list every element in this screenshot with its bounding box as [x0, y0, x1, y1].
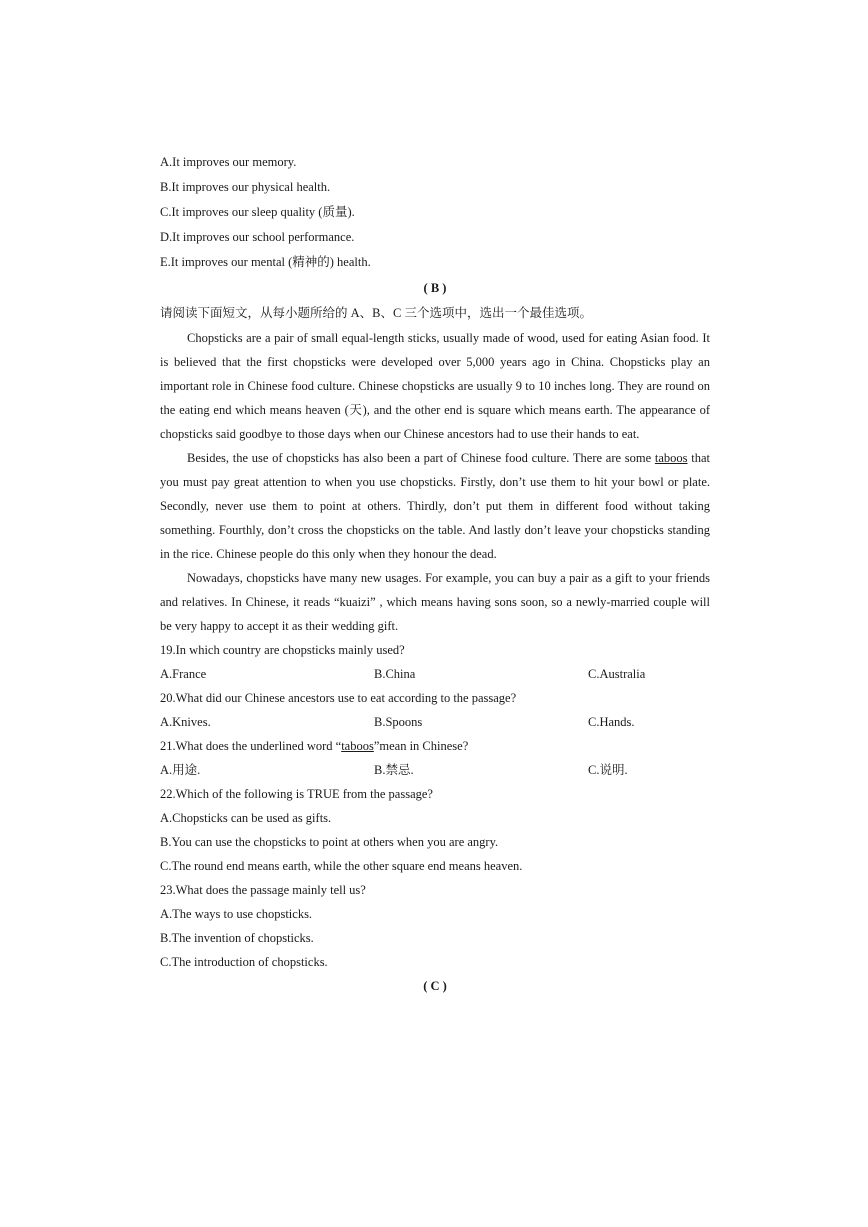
q19-choice-c: C.Australia — [588, 667, 646, 681]
section-b-heading: ( B ) — [423, 281, 447, 295]
q19-choice-b: B.China — [374, 667, 416, 681]
question-21-options — [160, 758, 710, 782]
underlined-word-taboos: taboos — [654, 451, 688, 465]
q23-choice-c: C.The introduction of chopsticks. — [160, 955, 328, 969]
question-20: 20.What did our Chinese ancestors use to eat according to the passage? — [160, 691, 517, 705]
question-23: 23.What does the passage mainly tell us? — [160, 883, 366, 897]
q21-text-start: 21.What does the underlined word “ — [160, 739, 342, 753]
question-21 — [160, 734, 710, 758]
option-c: C.It improves our sleep quality (质量). — [160, 205, 355, 219]
q21-choice-a: A.用途. — [160, 763, 201, 777]
paragraph-2-end: that you must pay great attention to when you use chopsticks. Firstly, don’t use them to hit your bowl or plate. Secondly, never use them to point at others. Thirdly, don’t put them in different food without taking something. Fourthly, don’t cross the chopsticks on the table. And lastly don’t leave your chopsticks standing in the rice. Chinese people do this only when they honour the dead. — [160, 451, 710, 561]
q20-choice-b: B.Spoons — [374, 715, 423, 729]
passage-paragraph-3: Nowadays, chopsticks have many new usages. For example, you can buy a pair as a gift to your friends and relatives. In Chinese, it reads “kuaizi” , which means having sons soon, so a newly-married couple will be very happy to accept it as their wedding gift. — [160, 571, 710, 633]
q19-choice-a: A.France — [160, 667, 207, 681]
q22-choice-b: B.You can use the chopsticks to point at others when you are angry. — [160, 835, 499, 849]
q22-choice-a: A.Chopsticks can be used as gifts. — [160, 811, 332, 825]
q21-choice-b: B.禁忌. — [374, 763, 414, 777]
passage-paragraph-2 — [160, 446, 710, 566]
question-20-options — [160, 710, 710, 734]
q20-choice-a: A.Knives. — [160, 715, 211, 729]
paragraph-2-start: Besides, the use of chopsticks has also been a part of Chinese food culture. There are some — [187, 451, 655, 465]
q21-text-end: ”mean in Chinese? — [373, 739, 469, 753]
question-19-options — [160, 662, 710, 686]
question-19: 19.In which country are chopsticks mainly used? — [160, 643, 405, 657]
option-e: E.It improves our mental (精神的) health. — [160, 255, 371, 269]
option-a: A.It improves our memory. — [160, 155, 297, 169]
section-b-instruction: 请阅读下面短文，从每小题所给的 A、B、C 三个选项中，选出一个最佳选项。 — [160, 306, 592, 320]
option-b: B.It improves our physical health. — [160, 180, 331, 194]
worksheet-page — [160, 150, 710, 999]
q23-choice-b: B.The invention of chopsticks. — [160, 931, 314, 945]
question-22: 22.Which of the following is TRUE from the passage? — [160, 787, 433, 801]
q23-choice-a: A.The ways to use chopsticks. — [160, 907, 313, 921]
q22-choice-c: C.The round end means earth, while the other square end means heaven. — [160, 859, 523, 873]
q21-choice-c: C.说明. — [588, 763, 628, 777]
q20-choice-c: C.Hands. — [588, 715, 635, 729]
section-c-heading: ( C ) — [423, 979, 447, 993]
q21-underlined-word: taboos — [341, 739, 374, 753]
passage-paragraph-1: Chopsticks are a pair of small equal-length sticks, usually made of wood, used for eating Asian food. It is believed that the first chopsticks were developed over 5,000 years ago in China. Chopsticks play an important role in Chinese food culture. Chinese chopsticks are usually 9 to 10 inches long. They are round on the eating end which means heaven (天), and the other end is square which means earth. The appearance of chopsticks said goodbye to those days when our Chinese ancestors had to use their hands to eat. — [160, 331, 710, 441]
option-d: D.It improves our school performance. — [160, 230, 355, 244]
